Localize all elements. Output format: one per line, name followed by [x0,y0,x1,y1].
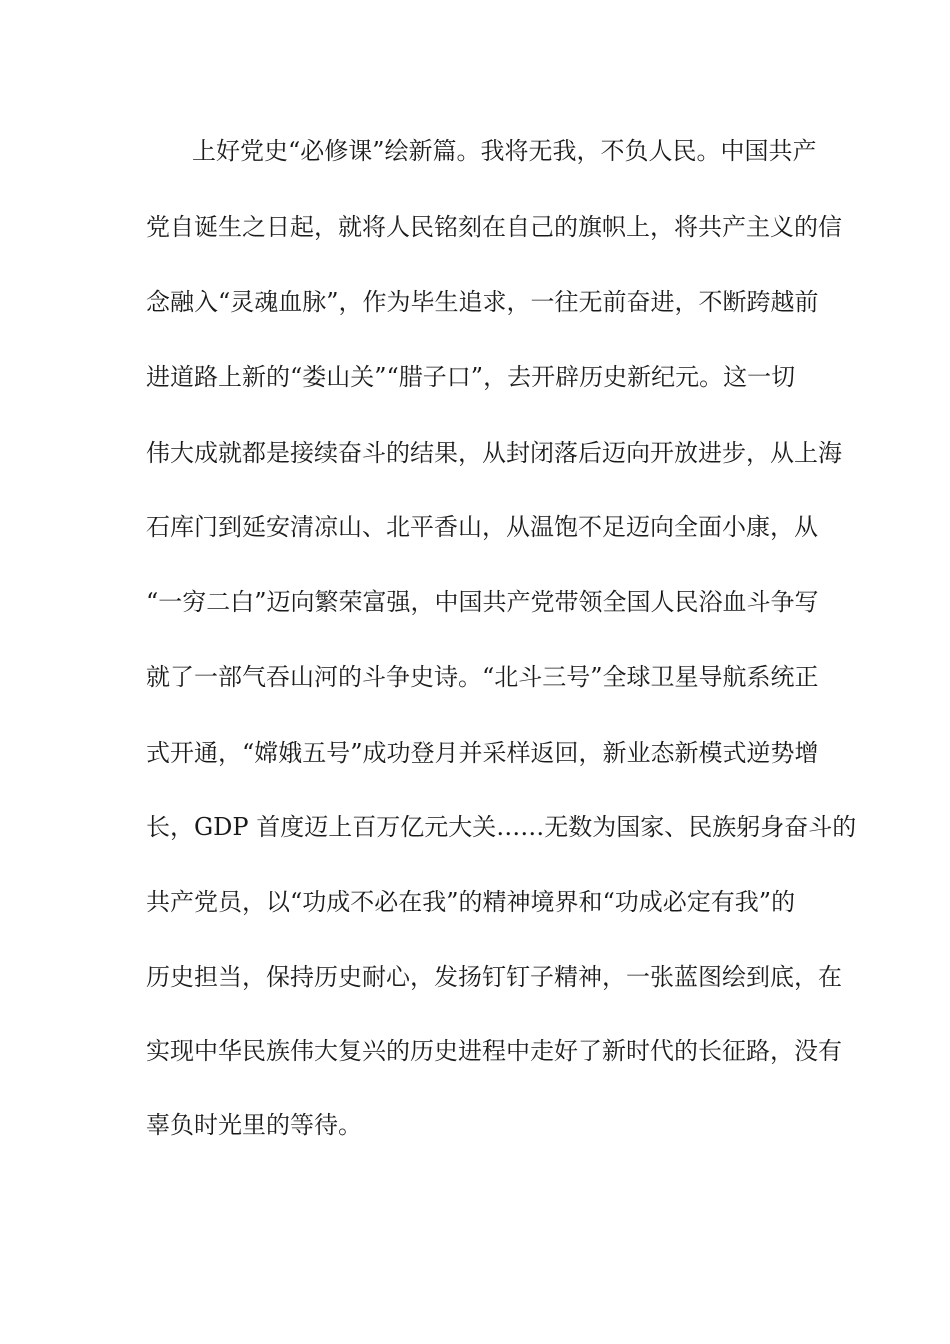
paragraph-line-8: 就了一部气吞山河的斗争史诗。“北斗三号”全球卫星导航系统正 [146,663,819,691]
paragraph-line-3: 念融入“灵魂血脉”，作为毕生追求，一往无前奋进，不断跨越前 [146,288,819,316]
paragraph-line-6: 石库门到延安清凉山、北平香山，从温饱不足迈向全面小康，从 [146,513,818,541]
paragraph-line-2: 党自诞生之日起，就将人民铭刻在自己的旗帜上，将共产主义的信 [146,213,842,241]
paragraph-line-9: 式开通，“嫦娥五号”成功登月并采样返回，新业态新模式逆势增 [146,739,819,767]
paragraph-line-5: 伟大成就都是接续奋斗的结果，从封闭落后迈向开放进步，从上海 [146,439,842,467]
paragraph-line-4: 进道路上新的“娄山关”“腊子口”，去开辟历史新纪元。这一切 [146,363,796,391]
paragraph-line-14: 辜负时光里的等待。 [146,1111,362,1139]
paragraph-line-13: 实现中华民族伟大复兴的历史进程中走好了新时代的长征路，没有 [146,1037,842,1065]
paragraph-line-1: 上好党史“必修课”绘新篇。我将无我，不负人民。中国共产 [192,137,817,165]
paragraph-line-7: “一穷二白”迈向繁荣富强，中国共产党带领全国人民浴血斗争写 [146,588,819,616]
paragraph-line-11: 共产党员，以“功成不必在我”的精神境界和“功成必定有我”的 [146,888,796,916]
paragraph-line-12: 历史担当，保持历史耐心，发扬钉钉子精神，一张蓝图绘到底，在 [146,963,842,991]
paragraph-line-10: 长，GDP 首度迈上百万亿元大关……无数为国家、民族躬身奋斗的 [146,813,857,841]
